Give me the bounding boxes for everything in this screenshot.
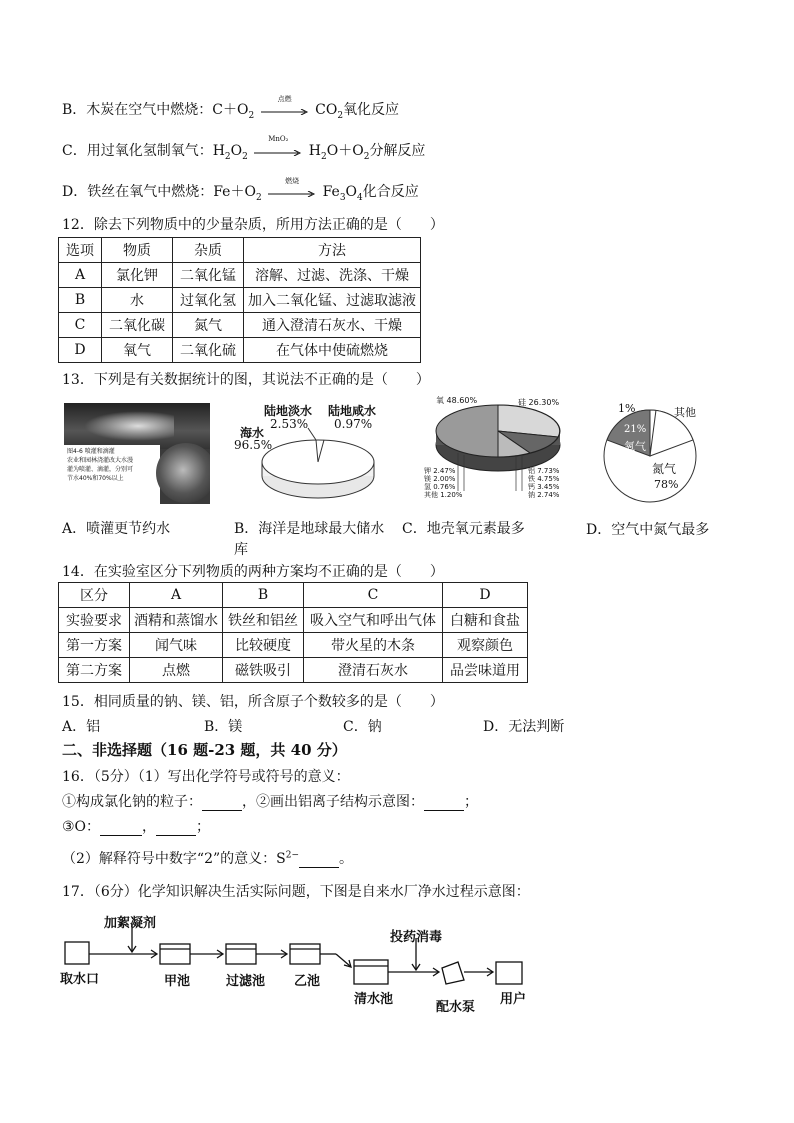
pie-label: 1% [618, 402, 636, 415]
table-header: A [130, 583, 223, 608]
crust-pie-chart [418, 395, 580, 513]
q11-option-b [62, 95, 400, 121]
air-pie-chart [600, 398, 710, 508]
q11d-text: D．铁丝在氧气中燃烧：Fe＋O [62, 184, 256, 200]
pie-label: 21% [624, 424, 647, 435]
q11c-sub: 2 [224, 151, 231, 162]
pie-label: 铁 4.75% [528, 475, 560, 483]
pie-label: 陆地咸水 [328, 404, 377, 418]
q13-option-b-cont: 库 [234, 542, 248, 558]
q17-stem: 17．（6分）化学知识解决生活实际问题，下图是自来水厂净水过程示意图： [62, 884, 530, 900]
q11b-product: CO [315, 102, 338, 118]
table-cell: 二氧化锰 [173, 263, 244, 288]
section-heading: 二、非选择题（16 题-23 题，共 40 分） [62, 741, 347, 759]
q13-option-d: D．空气中氮气最多 [586, 522, 710, 538]
table-row [59, 288, 421, 313]
answer-blank[interactable] [202, 810, 242, 811]
pie-left-labels [424, 467, 462, 499]
table-cell: 铁丝和铝丝 [223, 608, 304, 633]
table-header: 方法 [244, 238, 421, 263]
q11c-sub: 2 [242, 151, 248, 162]
pie-label: 镁 2.00% [424, 475, 456, 483]
water-pie-chart [232, 398, 392, 510]
q11d-sub: 3 [339, 192, 346, 203]
table-cell: 氧气 [102, 338, 173, 363]
table-cell: 过氧化氢 [173, 288, 244, 313]
q11b-type: 氧化反应 [343, 102, 400, 118]
table-cell: 澄清石灰水 [304, 658, 443, 683]
q16-line1: 16．（5分）（1）写出化学符号或符号的意义： [62, 769, 350, 785]
table-cell: A [59, 263, 102, 288]
table-header: 选项 [59, 238, 102, 263]
pie-label: 氧 48.60% [436, 396, 478, 405]
q15-stem: 15．相同质量的钠、镁、铝，所含原子个数较多的是（ ） [62, 694, 444, 710]
table-header: 杂质 [173, 238, 244, 263]
q12-table [58, 237, 421, 363]
q16-line4 [62, 848, 353, 868]
reaction-condition: 点燃 [277, 95, 292, 103]
pie-label: 钠 2.74% [528, 491, 560, 499]
table-cell: 溶解、过滤、洗涤、干燥 [244, 263, 421, 288]
table-cell: 氯化钾 [102, 263, 173, 288]
photo-dripper-inset [156, 443, 210, 503]
table-cell: 通入澄清石灰水、干燥 [244, 313, 421, 338]
flow-label: 用户 [500, 992, 527, 1007]
q13-stem: 13．下列是有关数据统计的图，其说法不正确的是（ ） [62, 372, 430, 388]
pie-label: 其他 1.20% [424, 491, 463, 499]
photo-caption: 图4-6 喷灌和滴灌 [67, 448, 115, 455]
table-row [59, 313, 421, 338]
flow-label: 配水泵 [436, 1000, 476, 1015]
table-cell: C [59, 313, 102, 338]
table-cell: 氮气 [173, 313, 244, 338]
photo-caption: 农业和园林浇灌改大水漫 [67, 457, 134, 464]
table-row [59, 338, 421, 363]
table-header-row [59, 238, 421, 263]
table-cell: 在气体中使硫燃烧 [244, 338, 421, 363]
q16-text: ①构成氯化钠的粒子： [62, 794, 202, 810]
water-treatment-flow-diagram [60, 908, 540, 1018]
pie-label: 钾 2.47% [424, 467, 456, 475]
table-cell: 磁铁吸引 [223, 658, 304, 683]
flow-label: 清水池 [354, 992, 394, 1007]
q13-option-a: A．喷灌更节约水 [62, 521, 171, 537]
pie-label: 78% [654, 478, 679, 491]
table-header: 区分 [59, 583, 130, 608]
q16-text: （2）解释符号中数字“2”的意义：S [62, 851, 286, 867]
table-cell: 实验要求 [59, 608, 130, 633]
flow-label: 过滤池 [226, 974, 266, 989]
reaction-arrow [268, 177, 316, 199]
table-cell: B [59, 288, 102, 313]
reaction-condition: MnO₂ [268, 135, 289, 143]
q11c-type: 分解反应 [369, 143, 426, 159]
table-row [59, 633, 528, 658]
reaction-condition: 燃烧 [285, 177, 300, 185]
pie-label: 氢 0.76% [424, 483, 456, 491]
pie-label: 0.97% [334, 417, 373, 431]
pie-label: 海水 [240, 426, 265, 440]
q11d-product: Fe [322, 184, 340, 200]
pie-label: 氧气 [624, 440, 646, 453]
table-cell: 闻气味 [130, 633, 223, 658]
q11c-text: C．用过氧化氢制氧气：H [62, 143, 225, 159]
photo-caption-box [64, 445, 160, 504]
table-cell: 带火星的木条 [304, 633, 443, 658]
q16-text: ， [142, 819, 157, 835]
pie-label: 96.5% [234, 438, 273, 452]
table-cell: 品尝味道用 [443, 658, 528, 683]
q11c-product: H [308, 143, 321, 159]
q15-option-a: A．铝 [62, 719, 101, 735]
pie-label: 硅 26.30% [518, 398, 560, 407]
table-cell: 酒精和蒸馏水 [130, 608, 223, 633]
reaction-arrow [254, 135, 302, 158]
q11d-type: 化合反应 [362, 184, 419, 200]
q11-option-c [62, 135, 426, 162]
q15-option-b: B．镁 [204, 719, 243, 735]
pie-label: 氮气 [652, 462, 677, 476]
table-cell: 二氧化硫 [173, 338, 244, 363]
table-cell: 比较硬度 [223, 633, 304, 658]
q16-line3 [62, 816, 210, 836]
table-cell: 观察颜色 [443, 633, 528, 658]
table-row [59, 263, 421, 288]
flow-label: 投药消毒 [390, 930, 443, 945]
q11b-sub: 2 [248, 110, 255, 121]
q11c-product: O＋O [326, 143, 364, 159]
table-cell: 第一方案 [59, 633, 130, 658]
table-cell: 加入二氧化锰、过滤取滤液 [244, 288, 421, 313]
q11d-sub: 2 [255, 192, 262, 203]
q16-text: ③O： [62, 819, 101, 835]
answer-blank[interactable] [299, 867, 339, 868]
irrigation-photo [64, 403, 210, 504]
answer-blank[interactable] [100, 835, 142, 836]
q15-option-d: D．无法判断 [483, 719, 565, 735]
table-cell: 白糖和食盐 [443, 608, 528, 633]
table-cell: D [59, 338, 102, 363]
pie-label: 2.53% [270, 417, 309, 431]
table-cell: 吸入空气和呼出气体 [304, 608, 443, 633]
table-row [59, 608, 528, 633]
table-header-row [59, 583, 528, 608]
table-cell: 第二方案 [59, 658, 130, 683]
q14-stem: 14．在实验室区分下列物质的两种方案均不正确的是（ ） [62, 564, 444, 580]
flow-label: 取水口 [60, 972, 100, 987]
pie-label: 铝 7.73% [528, 467, 560, 475]
pie-right-labels [528, 467, 559, 499]
q13-option-b: B．海洋是地球最大储水 [234, 521, 385, 537]
table-cell: 点燃 [130, 658, 223, 683]
answer-blank[interactable] [156, 835, 196, 836]
q11-option-d [62, 177, 419, 203]
table-row [59, 658, 528, 683]
table-header: 物质 [102, 238, 173, 263]
pie-label: 其他 [674, 406, 696, 419]
flow-label: 加絮凝剂 [104, 916, 157, 931]
q11c-sub: 2 [363, 151, 370, 162]
q16-text: ； [464, 794, 478, 810]
q14-table [58, 582, 528, 683]
q15-option-c: C．钠 [343, 719, 382, 735]
q11d-sub: 4 [357, 192, 363, 203]
q12-stem: 12．除去下列物质中的少量杂质，所用方法正确的是（ ） [62, 217, 444, 233]
table-cell: 二氧化碳 [102, 313, 173, 338]
q11c-mid: O [230, 143, 243, 159]
q16-superscript: 2− [285, 850, 300, 861]
q16-line2 [62, 791, 478, 811]
q16-text: ； [196, 819, 211, 835]
answer-blank[interactable] [424, 810, 464, 811]
pie-label: 陆地淡水 [264, 404, 313, 418]
table-header: C [304, 583, 443, 608]
table-header: D [443, 583, 528, 608]
table-cell: 水 [102, 288, 173, 313]
flow-label: 甲池 [164, 974, 191, 989]
reaction-arrow [261, 95, 309, 117]
q16-text: 。 [339, 851, 354, 867]
q11c-sub: 2 [321, 151, 327, 162]
photo-caption: 灌为喷灌、滴灌，分别可 [67, 466, 134, 473]
q11b-product-sub: 2 [337, 110, 344, 121]
pie-label: 钙 3.45% [528, 483, 560, 491]
flow-label: 乙池 [294, 974, 321, 989]
q16-text: ，②画出铝离子结构示意图： [242, 794, 424, 810]
q11d-product: O [345, 184, 358, 200]
table-header: B [223, 583, 304, 608]
q13-option-c: C．地壳氧元素最多 [402, 521, 525, 537]
photo-spray [84, 411, 174, 441]
q11b-text: B．木炭在空气中燃烧：C＋O [62, 102, 249, 118]
photo-caption: 节水40%和70%以上 [67, 475, 124, 482]
